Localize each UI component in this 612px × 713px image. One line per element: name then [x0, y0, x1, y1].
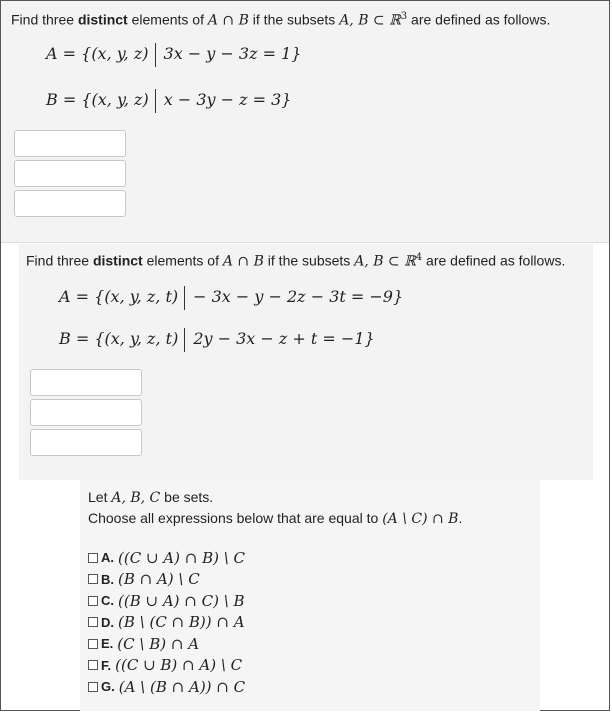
- question-2-prompt: [26, 252, 565, 270]
- option-letter: D.: [101, 614, 114, 630]
- option-checkbox[interactable]: [88, 682, 98, 692]
- such-that-bar: [155, 43, 156, 67]
- option-letter: F.: [101, 657, 112, 673]
- answer-input-2[interactable]: [14, 160, 126, 187]
- question-3-panel: [80, 480, 540, 711]
- set-b-condition: x − 3y − z = 3}: [163, 90, 292, 110]
- prompt-math: A, B ⊂ ℝ: [339, 12, 401, 29]
- prompt-text: Choose all expressions below that are equal to: [88, 510, 383, 526]
- target-expression: (A \ C) ∩ B: [382, 511, 459, 527]
- answer-input-1[interactable]: [14, 130, 126, 157]
- option-checkbox[interactable]: [88, 639, 98, 649]
- option-checkbox[interactable]: [88, 553, 98, 563]
- options-list: [88, 547, 245, 698]
- prompt-math: A, B ⊂ ℝ: [354, 253, 416, 270]
- option-a[interactable]: [88, 547, 245, 569]
- prompt-text: if the subsets: [263, 252, 355, 269]
- prompt-text: elements of: [127, 11, 208, 28]
- prompt-text: Find three: [26, 252, 93, 269]
- option-e[interactable]: [88, 633, 245, 655]
- prompt-text: be sets.: [160, 489, 214, 505]
- answer-input-3[interactable]: [30, 429, 142, 456]
- set-b-condition: 2y − 3x − z + t = −1}: [193, 329, 375, 349]
- option-c[interactable]: [88, 590, 245, 612]
- option-d[interactable]: [88, 612, 245, 634]
- such-that-bar: [184, 286, 185, 310]
- prompt-math: A ∩ B: [222, 253, 264, 270]
- option-g[interactable]: [88, 676, 245, 698]
- prompt-text: Find three: [11, 11, 78, 28]
- option-letter: E.: [101, 636, 114, 652]
- question-1-prompt: [11, 11, 550, 29]
- option-f[interactable]: [88, 655, 245, 677]
- prompt-math: A, B, C: [111, 490, 161, 506]
- question-3-prompt: [88, 510, 462, 527]
- option-checkbox[interactable]: [88, 596, 98, 606]
- set-a-definition: [46, 43, 301, 67]
- set-b-definition: [59, 328, 375, 352]
- prompt-emphasis: distinct: [77, 11, 128, 28]
- prompt-emphasis: distinct: [92, 252, 143, 269]
- set-a-condition: − 3x − y − 2z − 3t = −9}: [193, 287, 404, 307]
- answer-input-3[interactable]: [14, 190, 126, 217]
- option-expression: (B ∩ A) \ C: [118, 570, 200, 589]
- such-that-bar: [184, 328, 185, 352]
- set-b-builder: B = {(x, y, z): [46, 90, 149, 110]
- set-b-definition: [46, 89, 291, 113]
- option-letter: A.: [101, 550, 114, 566]
- question-3-intro: [88, 489, 213, 506]
- option-expression: (C \ B) ∩ A: [117, 634, 200, 653]
- such-that-bar: [155, 89, 156, 113]
- set-b-builder: B = {(x, y, z, t): [59, 329, 179, 349]
- option-checkbox[interactable]: [88, 660, 98, 670]
- option-letter: B.: [101, 571, 114, 587]
- prompt-text: are defined as follows.: [422, 252, 566, 269]
- set-a-condition: 3x − y − 3z = 1}: [163, 44, 302, 64]
- option-expression: (B \ (C ∩ B)) ∩ A: [118, 613, 245, 632]
- set-a-definition: [59, 286, 403, 310]
- option-letter: G.: [101, 679, 115, 695]
- option-expression: (A \ (B ∩ A)) ∩ C: [118, 677, 246, 696]
- answer-input-2[interactable]: [30, 399, 142, 426]
- prompt-math: A ∩ B: [207, 12, 249, 29]
- prompt-text: Let: [88, 489, 112, 505]
- option-b[interactable]: [88, 569, 245, 591]
- set-a-builder: A = {(x, y, z): [46, 44, 149, 64]
- option-expression: ((C ∪ B) ∩ A) \ C: [115, 656, 243, 675]
- option-expression: ((C ∪ A) ∩ B) \ C: [118, 548, 246, 567]
- option-letter: C.: [101, 593, 114, 609]
- prompt-exponent: 3: [400, 11, 408, 22]
- option-checkbox[interactable]: [88, 574, 98, 584]
- question-1-panel: [1, 1, 609, 243]
- prompt-exponent: 4: [415, 252, 423, 263]
- answer-input-1[interactable]: [30, 369, 142, 396]
- prompt-text: elements of: [142, 252, 223, 269]
- question-2-panel: [19, 244, 593, 480]
- prompt-text: if the subsets: [248, 11, 340, 28]
- option-checkbox[interactable]: [88, 617, 98, 627]
- prompt-text: are defined as follows.: [407, 11, 551, 28]
- set-a-builder: A = {(x, y, z, t): [59, 287, 179, 307]
- option-expression: ((B ∪ A) ∩ C) \ B: [118, 591, 245, 610]
- prompt-text: .: [458, 510, 463, 526]
